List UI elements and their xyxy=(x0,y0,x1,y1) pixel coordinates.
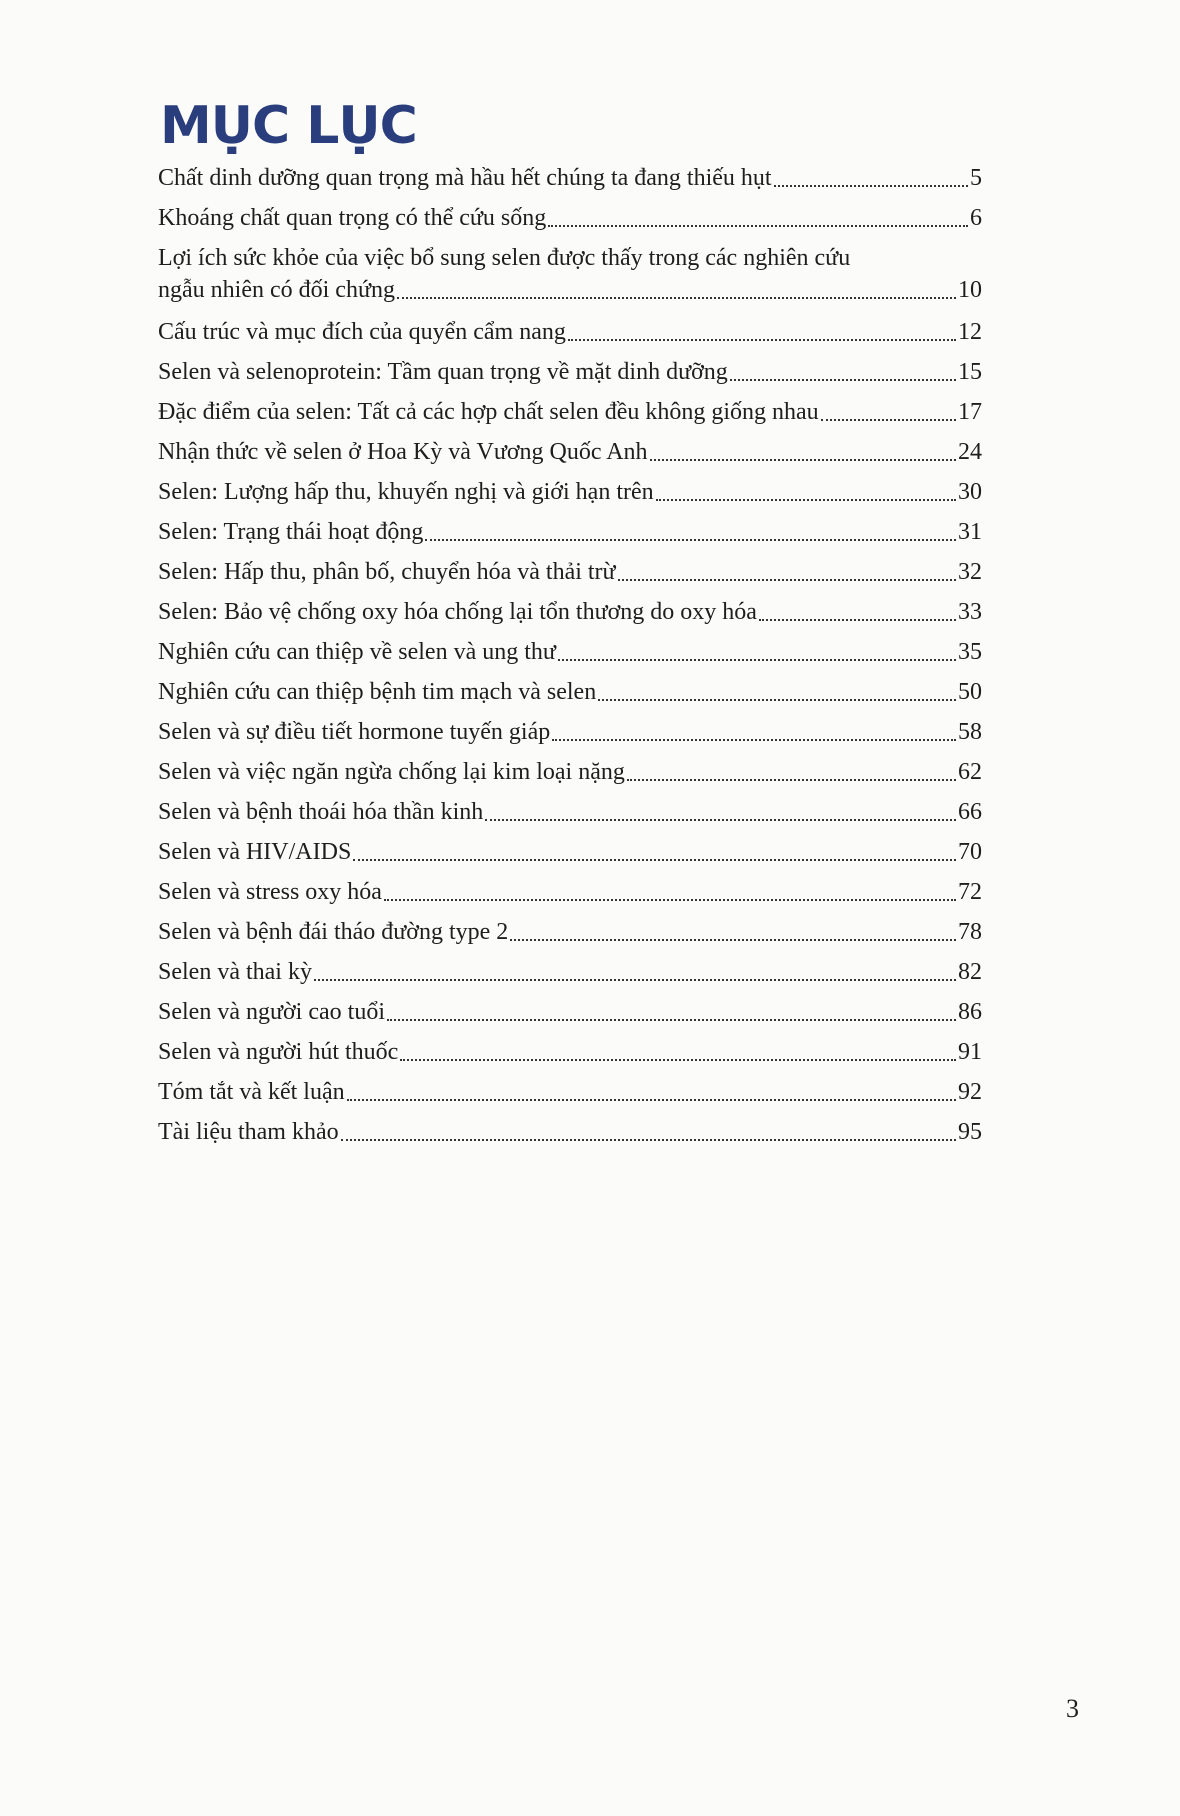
toc-entry xyxy=(158,316,982,348)
toc-leader-dots xyxy=(347,1098,956,1101)
toc-entry xyxy=(158,162,982,194)
toc-entry xyxy=(158,676,982,708)
toc-entry-page: 30 xyxy=(958,479,982,505)
toc-entry xyxy=(158,956,982,988)
toc-entry xyxy=(158,716,982,748)
toc-entry xyxy=(158,436,982,468)
toc-entry-title: Selen: Hấp thu, phân bố, chuyển hóa và thải trừ xyxy=(158,559,616,585)
toc-entry-page: 5 xyxy=(970,165,982,191)
toc-entry-title: Selen và thai kỳ xyxy=(158,959,312,985)
toc-entry xyxy=(158,596,982,628)
toc-entry xyxy=(158,242,982,306)
toc-entry-page: 12 xyxy=(958,319,982,345)
toc-entry-title: Đặc điểm của selen: Tất cả các hợp chất selen đều không giống nhau xyxy=(158,399,819,425)
toc-entry-page: 33 xyxy=(958,599,982,625)
toc-entry xyxy=(158,836,982,868)
toc-entry xyxy=(158,356,982,388)
toc-leader-dots xyxy=(650,458,956,461)
toc-entry-page: 86 xyxy=(958,999,982,1025)
toc-entry-page: 62 xyxy=(958,759,982,785)
toc-leader-dots xyxy=(552,738,956,741)
toc-leader-dots xyxy=(387,1018,956,1021)
toc-entry-page: 70 xyxy=(958,839,982,865)
toc-entry-title: Selen và sự điều tiết hormone tuyến giáp xyxy=(158,719,551,745)
toc-entry-page: 15 xyxy=(958,359,982,385)
table-of-contents xyxy=(158,162,982,1148)
toc-leader-dots xyxy=(384,898,956,901)
toc-entry-page: 66 xyxy=(958,799,982,825)
toc-entry xyxy=(158,1076,982,1108)
toc-entry xyxy=(158,756,982,788)
toc-leader-dots xyxy=(598,698,956,701)
toc-entry-title: Selen: Lượng hấp thu, khuyến nghị và giới hạn trên xyxy=(158,479,654,505)
toc-entry-page: 24 xyxy=(958,439,982,465)
toc-entry-page: 58 xyxy=(958,719,982,745)
toc-leader-dots xyxy=(730,378,956,381)
toc-entry xyxy=(158,516,982,548)
toc-leader-dots xyxy=(397,296,956,299)
toc-entry xyxy=(158,202,982,234)
page-number: 3 xyxy=(1066,1694,1079,1723)
toc-leader-dots xyxy=(510,938,956,941)
toc-entry-title: Cấu trúc và mục đích của quyển cẩm nang xyxy=(158,319,566,345)
toc-entry-title: Nhận thức về selen ở Hoa Kỳ và Vương Quốc Anh xyxy=(158,439,648,465)
toc-entry-page: 32 xyxy=(958,559,982,585)
toc-leader-dots xyxy=(548,224,968,227)
toc-entry-title: Khoáng chất quan trọng có thể cứu sống xyxy=(158,205,547,231)
toc-entry-title: Selen và việc ngăn ngừa chống lại kim loại nặng xyxy=(158,759,625,785)
toc-leader-dots xyxy=(425,538,956,541)
toc-leader-dots xyxy=(774,184,968,187)
toc-entry-title: Selen và người hút thuốc xyxy=(158,1039,399,1065)
toc-entry xyxy=(158,796,982,828)
toc-entry-page: 17 xyxy=(958,399,982,425)
toc-entry xyxy=(158,476,982,508)
toc-entry-title: Selen: Trạng thái hoạt động xyxy=(158,519,424,545)
toc-entry-title: Selen và stress oxy hóa xyxy=(158,879,382,905)
toc-leader-dots xyxy=(821,418,956,421)
toc-entry xyxy=(158,916,982,948)
toc-entry-title: ngẫu nhiên có đối chứng xyxy=(158,277,395,303)
toc-leader-dots xyxy=(353,858,956,861)
toc-entry xyxy=(158,1116,982,1148)
toc-entry-page: 82 xyxy=(958,959,982,985)
toc-entry-page: 6 xyxy=(970,205,982,231)
toc-entry-title: Tài liệu tham khảo xyxy=(158,1119,339,1145)
toc-entry xyxy=(158,396,982,428)
toc-entry-title: Selen và HIV/AIDS xyxy=(158,839,352,865)
toc-entry xyxy=(158,1036,982,1068)
toc-entry-title: Tóm tắt và kết luận xyxy=(158,1079,345,1105)
toc-entry-title: Nghiên cứu can thiệp về selen và ung thư xyxy=(158,639,556,665)
toc-entry xyxy=(158,556,982,588)
toc-entry-title: Selen và bệnh đái tháo đường type 2 xyxy=(158,919,509,945)
toc-entry xyxy=(158,876,982,908)
toc-entry-page: 72 xyxy=(958,879,982,905)
page-title: MỤC LỤC xyxy=(160,96,417,156)
toc-leader-dots xyxy=(656,498,956,501)
toc-entry-title: Chất dinh dưỡng quan trọng mà hầu hết chúng ta đang thiếu hụt xyxy=(158,165,772,191)
toc-entry-page: 91 xyxy=(958,1039,982,1065)
toc-leader-dots xyxy=(314,978,956,981)
toc-entry-title: Selen và selenoprotein: Tầm quan trọng về mặt dinh dưỡng xyxy=(158,359,728,385)
toc-entry-page: 10 xyxy=(958,277,982,303)
toc-entry-title: Selen và người cao tuổi xyxy=(158,999,385,1025)
toc-entry-page: 50 xyxy=(958,679,982,705)
toc-leader-dots xyxy=(759,618,956,621)
toc-entry xyxy=(158,996,982,1028)
toc-leader-dots xyxy=(485,818,956,821)
toc-leader-dots xyxy=(558,658,956,661)
toc-entry xyxy=(158,636,982,668)
toc-leader-dots xyxy=(627,778,956,781)
toc-entry-page: 78 xyxy=(958,919,982,945)
toc-leader-dots xyxy=(568,338,956,341)
toc-entry-page: 92 xyxy=(958,1079,982,1105)
toc-entry-title: Selen: Bảo vệ chống oxy hóa chống lại tổn thương do oxy hóa xyxy=(158,599,757,625)
toc-entry-title-line1: Lợi ích sức khỏe của việc bổ sung selen được thấy trong các nghiên cứu xyxy=(158,245,851,271)
toc-entry-page: 95 xyxy=(958,1119,982,1145)
toc-leader-dots xyxy=(400,1058,956,1061)
toc-leader-dots xyxy=(618,578,956,581)
toc-entry-page: 31 xyxy=(958,519,982,545)
toc-entry-title: Nghiên cứu can thiệp bệnh tim mạch và selen xyxy=(158,679,597,705)
toc-leader-dots xyxy=(341,1138,956,1141)
toc-entry-page: 35 xyxy=(958,639,982,665)
toc-entry-title: Selen và bệnh thoái hóa thần kinh xyxy=(158,799,484,825)
